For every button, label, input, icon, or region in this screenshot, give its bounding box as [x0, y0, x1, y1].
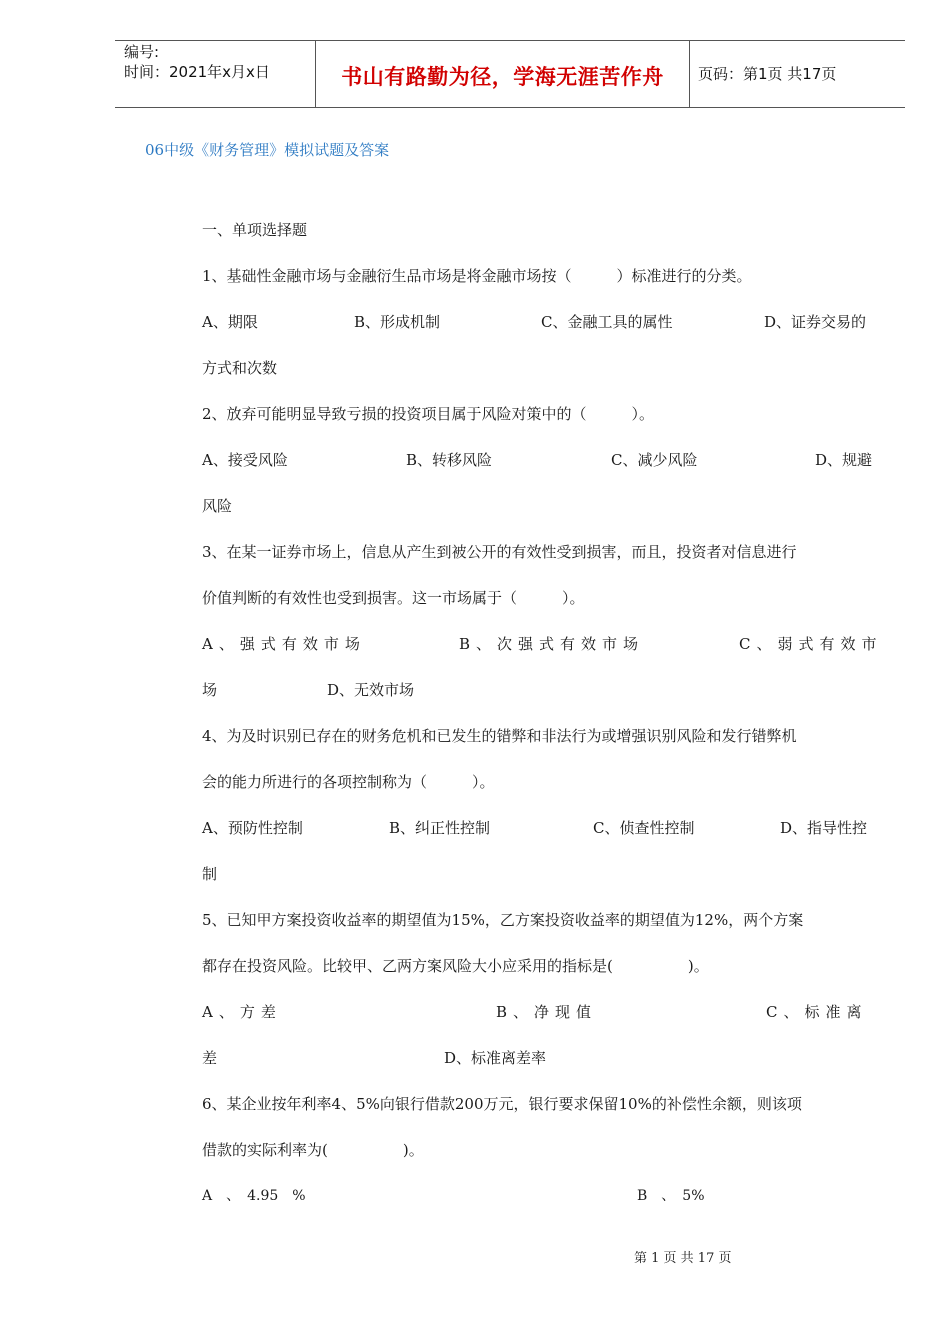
q1-option-a: A、期限 [202, 313, 258, 331]
q2-option-c: C、减少风险 [611, 451, 698, 469]
question-6-line-1: 6、某企业按年利率4、5%向银行借款200万元，银行要求保留10%的补偿性余额，则该项 [202, 1095, 802, 1113]
question-2: 2、放弃可能明显导致亏损的投资项目属于风险对策中的（ ）。 [202, 405, 655, 423]
q5-option-c: C、标准离 [766, 1003, 868, 1021]
header-page: 页码：第1页 共17页 [698, 65, 837, 83]
q4-option-d-continued: 制 [202, 865, 218, 883]
q6-option-b: B 、 5% [637, 1188, 705, 1204]
q1-option-d-continued: 方式和次数 [202, 359, 278, 377]
q4-option-a: A、预防性控制 [202, 819, 303, 837]
document-title: 06中级《财务管理》模拟试题及答案 [145, 141, 390, 159]
q3-option-d: D、无效市场 [327, 681, 415, 699]
question-3-line-1: 3、在某一证券市场上，信息从产生到被公开的有效性受到损害，而且，投资者对信息进行 [202, 543, 797, 561]
q4-option-c: C、侦查性控制 [593, 819, 695, 837]
q2-option-b: B、转移风险 [406, 451, 493, 469]
q5-option-b: B、净现值 [496, 1003, 598, 1021]
header-motto: 书山有路勤为径，学海无涯苦作舟 [341, 65, 664, 89]
q1-option-b: B、形成机制 [354, 313, 441, 331]
q3-option-c: C、弱式有效市 [739, 635, 883, 653]
question-5-line-2: 都存在投资风险。比较甲、乙两方案风险大小应采用的指标是( )。 [202, 957, 709, 975]
q3-option-c-continued: 场 [202, 681, 218, 699]
header-time: 时间：2021年x月x日 [124, 63, 270, 81]
q2-option-a: A、接受风险 [202, 451, 288, 469]
question-1: 1、基础性金融市场与金融衍生品市场是将金融市场按（ ）标准进行的分类。 [202, 267, 752, 285]
q4-option-b: B、纠正性控制 [389, 819, 491, 837]
q5-option-c-continued: 差 [202, 1049, 218, 1067]
header-bottom-rule [115, 107, 905, 108]
q1-option-d: D、证券交易的 [764, 313, 867, 331]
q5-option-a: A、方差 [202, 1003, 282, 1021]
page-footer: 第 1 页 共 17 页 [634, 1251, 732, 1266]
question-4-line-2: 会的能力所进行的各项控制称为（ ）。 [202, 773, 495, 791]
header-top-rule [115, 40, 905, 41]
q3-option-b: B、次强式有效市场 [459, 635, 645, 653]
q1-option-c: C、金融工具的属性 [541, 313, 673, 331]
q2-option-d-continued: 风险 [202, 497, 233, 515]
question-3-line-2: 价值判断的有效性也受到损害。这一市场属于（ ）。 [202, 589, 585, 607]
header-number: 编号: [124, 43, 160, 61]
q2-option-d: D、规避 [815, 451, 873, 469]
q6-option-a: A 、 4.95 % [202, 1188, 306, 1204]
q5-option-d: D、标准离差率 [444, 1049, 547, 1067]
header-meta [124, 42, 270, 82]
q3-option-a: A、强式有效市场 [202, 635, 366, 653]
question-5-line-1: 5、已知甲方案投资收益率的期望值为15%，乙方案投资收益率的期望值为12%，两个方案 [202, 911, 804, 929]
question-6-line-2: 借款的实际利率为( )。 [202, 1141, 424, 1159]
header-divider [689, 40, 690, 107]
q4-option-d: D、指导性控 [780, 819, 868, 837]
question-4-line-1: 4、为及时识别已存在的财务危机和已发生的错弊和非法行为或增强识别风险和发行错弊机 [202, 727, 797, 745]
section-heading: 一、单项选择题 [202, 221, 308, 239]
